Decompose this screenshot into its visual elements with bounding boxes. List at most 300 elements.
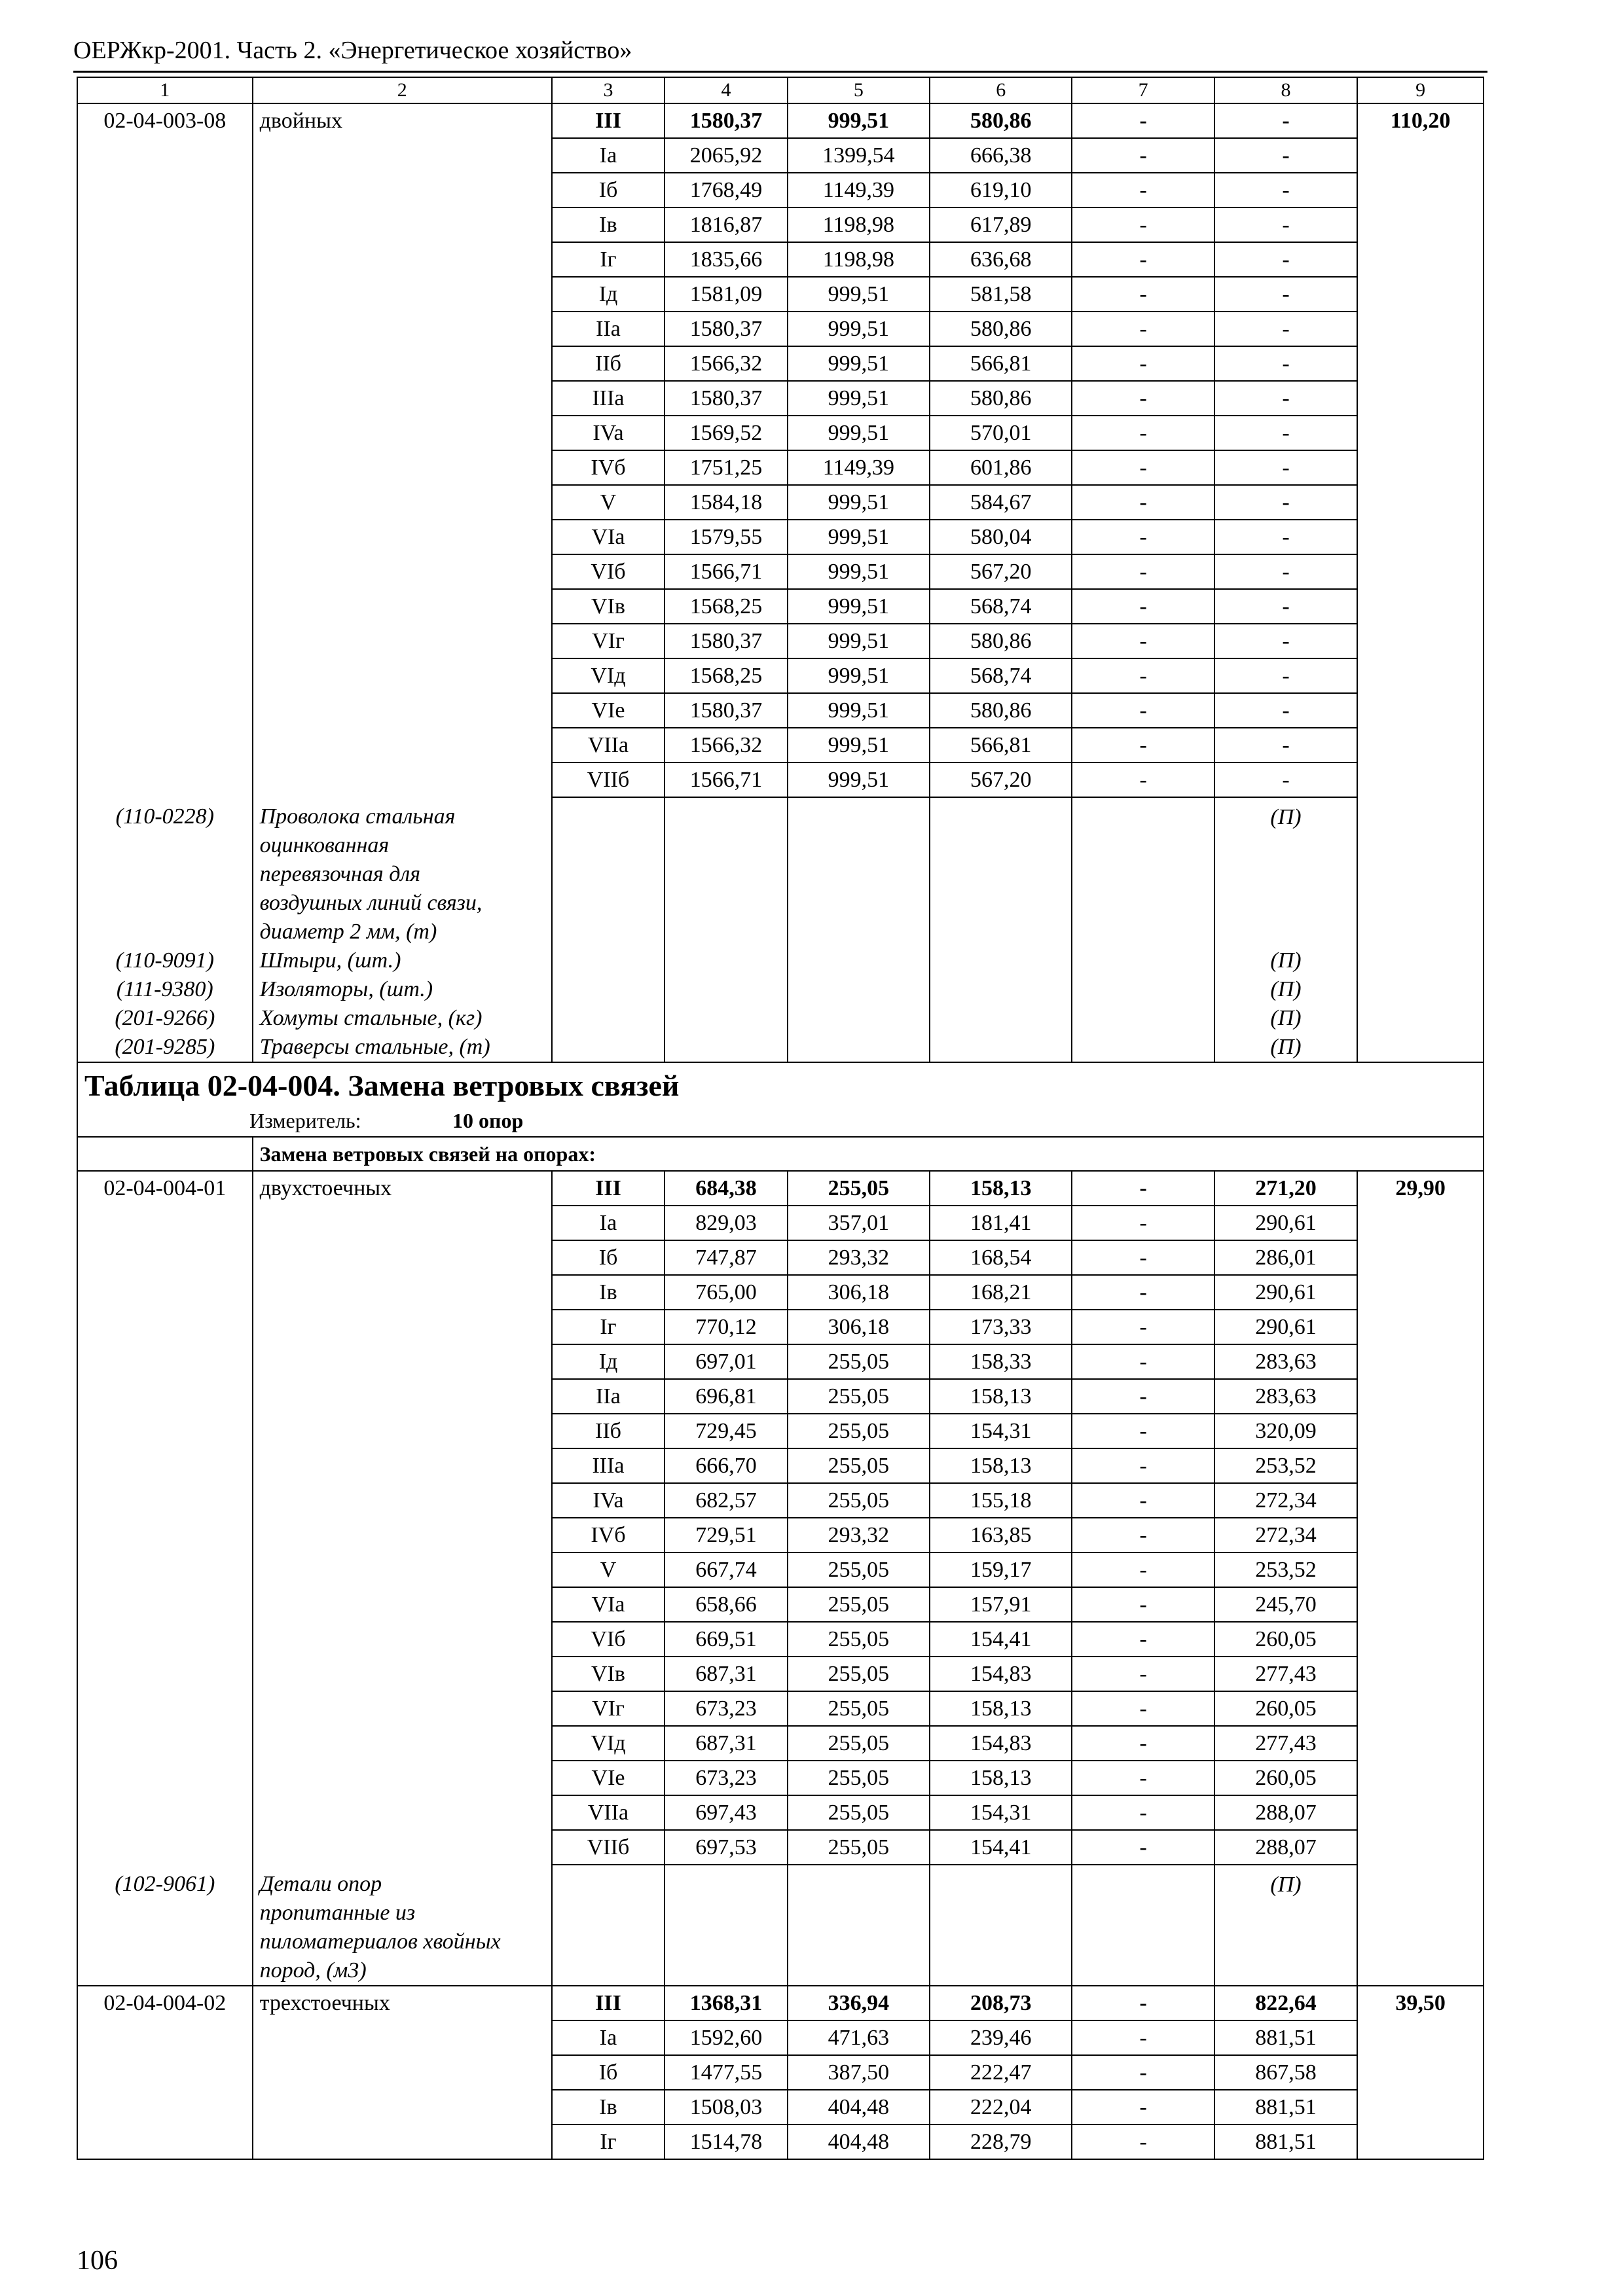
rate-row [77,1795,1484,1830]
subheading-row [77,1137,1484,1171]
resource-code: (111-9380) [77,975,253,1004]
rate-name-cont [253,138,552,173]
wages: 999,51 [788,103,930,138]
direct-cost: 1835,66 [665,242,788,277]
materials-cost: 272,34 [1214,1518,1357,1552]
resource-code: (201-9285) [77,1033,253,1062]
machine-cost: 173,33 [930,1310,1072,1344]
rate-row [77,1552,1484,1587]
rate-name: двойных [253,103,552,138]
zone: VIIa [552,1795,665,1830]
wages: 255,05 [788,1795,930,1830]
materials-cost: - [1214,346,1357,381]
wages: 255,05 [788,1761,930,1795]
rate-code-cont [77,1761,253,1795]
direct-cost: 669,51 [665,1622,788,1657]
meter-label: Измеритель: [249,1109,361,1132]
table-title-row [77,1062,1484,1137]
materials-cost: 867,58 [1214,2055,1357,2090]
zone: VIд [552,658,665,693]
table-title: Таблица 02-04-004. Замена ветровых связей [84,1069,680,1102]
machinist-wages: - [1072,1587,1214,1622]
machinist-wages: - [1072,1726,1214,1761]
rate-code: 02-04-004-01 [77,1171,253,1206]
resource-name [253,946,552,975]
wages: 999,51 [788,312,930,346]
wages: 293,32 [788,1240,930,1275]
machine-cost: 157,91 [930,1587,1072,1622]
resource-name-line: воздушных линий связи, [259,891,483,915]
rate-code-cont [77,277,253,312]
wages: 999,51 [788,381,930,416]
direct-cost: 1580,37 [665,624,788,658]
wages: 404,48 [788,2125,930,2159]
resource-name-line: Изоляторы, (шт.) [259,977,433,1001]
rate-code-cont [77,520,253,554]
resource-empty-cell [930,1033,1072,1062]
machinist-wages: - [1072,2055,1214,2090]
machinist-wages: - [1072,1206,1214,1240]
materials-cost: 290,61 [1214,1206,1357,1240]
rate-name-cont [253,1483,552,1518]
rate-row [77,589,1484,624]
rate-name-cont [253,207,552,242]
machinist-wages: - [1072,277,1214,312]
rate-code-cont [77,2020,253,2055]
rate-code-cont [77,1622,253,1657]
zone: VIIб [552,1830,665,1865]
rate-code-cont [77,1552,253,1587]
rate-name-cont [253,1795,552,1830]
meter-value: 10 опор [452,1109,524,1132]
direct-cost: 1592,60 [665,2020,788,2055]
materials-cost: 290,61 [1214,1310,1357,1344]
wages: 255,05 [788,1448,930,1483]
materials-cost: - [1214,693,1357,728]
zone: III [552,1986,665,2020]
wages: 255,05 [788,1587,930,1622]
machinist-wages: - [1072,1518,1214,1552]
machine-cost: 154,31 [930,1795,1072,1830]
machinist-wages: - [1072,312,1214,346]
rate-row [77,312,1484,346]
machine-cost: 154,83 [930,1726,1072,1761]
materials-cost: 290,61 [1214,1275,1357,1310]
resource-empty-cell [665,797,788,946]
zone: VIa [552,1587,665,1622]
resource-mark: (П) [1214,946,1357,975]
zone: IIIa [552,381,665,416]
labor-cost: 39,50 [1357,1986,1484,2159]
rate-code-cont [77,1830,253,1865]
rate-row [77,381,1484,416]
wages: 999,51 [788,693,930,728]
materials-cost: - [1214,658,1357,693]
rate-name: трехстоечных [253,1986,552,2020]
wages: 255,05 [788,1657,930,1691]
direct-cost: 1816,87 [665,207,788,242]
rate-name-cont [253,1622,552,1657]
resource-empty-cell [552,1865,665,1986]
wages: 255,05 [788,1552,930,1587]
resource-mark: (П) [1214,1865,1357,1986]
rate-row [77,693,1484,728]
rate-row [77,1379,1484,1414]
rate-code-cont [77,1691,253,1726]
rate-name-cont [253,1240,552,1275]
rate-row [77,1657,1484,1691]
direct-cost: 1566,32 [665,346,788,381]
wages: 1198,98 [788,207,930,242]
resource-name-line: Штыри, (шт.) [259,948,401,973]
materials-cost: - [1214,520,1357,554]
machine-cost: 601,86 [930,450,1072,485]
rate-code-cont [77,1657,253,1691]
rate-name-cont [253,624,552,658]
header-rule [73,71,1487,73]
resource-empty-cell [552,946,665,975]
wages: 1399,54 [788,138,930,173]
resource-row [77,946,1484,975]
machinist-wages: - [1072,1344,1214,1379]
wages: 255,05 [788,1622,930,1657]
machine-cost: 181,41 [930,1206,1072,1240]
rate-code-cont [77,346,253,381]
machine-cost: 158,13 [930,1171,1072,1206]
rate-code-cont [77,1414,253,1448]
materials-cost: - [1214,277,1357,312]
rate-name-cont [253,1414,552,1448]
machinist-wages: - [1072,1414,1214,1448]
materials-cost: 260,05 [1214,1691,1357,1726]
rate-row [77,1587,1484,1622]
direct-cost: 829,03 [665,1206,788,1240]
zone: III [552,103,665,138]
direct-cost: 1508,03 [665,2090,788,2125]
column-number: 4 [665,77,788,103]
direct-cost: 666,70 [665,1448,788,1483]
machine-cost: 566,81 [930,728,1072,762]
direct-cost: 1566,71 [665,554,788,589]
materials-cost: - [1214,450,1357,485]
machine-cost: 159,17 [930,1552,1072,1587]
wages: 999,51 [788,728,930,762]
rate-code-cont [77,624,253,658]
rate-code-cont [77,1518,253,1552]
zone: IVб [552,1518,665,1552]
materials-cost: 272,34 [1214,1483,1357,1518]
wages: 1198,98 [788,242,930,277]
resource-empty-cell [788,797,930,946]
rate-name-cont [253,2020,552,2055]
direct-cost: 1580,37 [665,312,788,346]
rate-name-cont [253,2090,552,2125]
rate-name-cont [253,762,552,797]
machine-cost: 208,73 [930,1986,1072,2020]
machinist-wages: - [1072,346,1214,381]
machine-cost: 570,01 [930,416,1072,450]
rate-name-cont [253,589,552,624]
rate-row [77,1726,1484,1761]
zone: Iд [552,1344,665,1379]
zone: IVa [552,416,665,450]
machine-cost: 155,18 [930,1483,1072,1518]
rate-name-cont [253,1587,552,1622]
rate-code-cont [77,1275,253,1310]
rate-name-cont [253,1552,552,1587]
materials-cost: 283,63 [1214,1344,1357,1379]
direct-cost: 1569,52 [665,416,788,450]
machinist-wages: - [1072,173,1214,207]
wages: 1149,39 [788,450,930,485]
column-number: 2 [253,77,552,103]
rate-code: 02-04-004-02 [77,1986,253,2020]
machinist-wages: - [1072,554,1214,589]
meter [249,1110,1483,1136]
resource-empty-cell [788,946,930,975]
rate-code-cont [77,416,253,450]
materials-cost: 881,51 [1214,2020,1357,2055]
machinist-wages: - [1072,520,1214,554]
resource-empty-cell [552,1004,665,1033]
wages: 255,05 [788,1414,930,1448]
machinist-wages: - [1072,1483,1214,1518]
direct-cost: 1580,37 [665,103,788,138]
rate-code-cont [77,138,253,173]
resource-empty-cell [788,1004,930,1033]
wages: 1149,39 [788,173,930,207]
rate-code-cont [77,693,253,728]
rate-code-cont [77,1344,253,1379]
machinist-wages: - [1072,485,1214,520]
zone: Iг [552,2125,665,2159]
machine-cost: 228,79 [930,2125,1072,2159]
rate-name-cont [253,346,552,381]
rate-row [77,1310,1484,1344]
machine-cost: 619,10 [930,173,1072,207]
rate-row [77,1448,1484,1483]
materials-cost: 260,05 [1214,1622,1357,1657]
resource-empty-cell [788,975,930,1004]
zone: V [552,1552,665,1587]
materials-cost: - [1214,173,1357,207]
rate-row [77,207,1484,242]
direct-cost: 682,57 [665,1483,788,1518]
machine-cost: 580,86 [930,103,1072,138]
resource-mark: (П) [1214,975,1357,1004]
resource-empty-cell [665,946,788,975]
machinist-wages: - [1072,138,1214,173]
machine-cost: 154,41 [930,1830,1072,1865]
materials-cost: 271,20 [1214,1171,1357,1206]
machinist-wages: - [1072,1691,1214,1726]
machine-cost: 567,20 [930,762,1072,797]
rate-code-cont [77,1310,253,1344]
direct-cost: 747,87 [665,1240,788,1275]
machinist-wages: - [1072,207,1214,242]
resource-empty-cell [1072,797,1214,946]
machinist-wages: - [1072,1171,1214,1206]
machine-cost: 568,74 [930,589,1072,624]
rate-code-cont [77,1206,253,1240]
rate-row [77,2055,1484,2090]
rate-row [77,450,1484,485]
resource-code: (110-9091) [77,946,253,975]
materials-cost: 277,43 [1214,1726,1357,1761]
wages: 255,05 [788,1344,930,1379]
rate-code: 02-04-003-08 [77,103,253,138]
materials-cost: - [1214,138,1357,173]
machinist-wages: - [1072,1830,1214,1865]
rate-row [77,1171,1484,1206]
direct-cost: 1579,55 [665,520,788,554]
column-number: 5 [788,77,930,103]
rate-row [77,103,1484,138]
zone: Iв [552,1275,665,1310]
labor-cost: 29,90 [1357,1171,1484,1986]
machinist-wages: - [1072,1795,1214,1830]
machinist-wages: - [1072,693,1214,728]
direct-cost: 1580,37 [665,381,788,416]
direct-cost: 1566,32 [665,728,788,762]
materials-cost: - [1214,624,1357,658]
zone: VIб [552,554,665,589]
direct-cost: 684,38 [665,1171,788,1206]
rate-row [77,762,1484,797]
wages: 293,32 [788,1518,930,1552]
rate-code-cont [77,2090,253,2125]
resource-empty-cell [788,1865,930,1986]
direct-cost: 687,31 [665,1726,788,1761]
zone: V [552,485,665,520]
wages: 255,05 [788,1379,930,1414]
direct-cost: 729,51 [665,1518,788,1552]
zone: VIe [552,1761,665,1795]
direct-cost: 765,00 [665,1275,788,1310]
resource-empty-cell [788,1033,930,1062]
rate-name-cont [253,693,552,728]
rate-name-cont [253,1344,552,1379]
machine-cost: 168,54 [930,1240,1072,1275]
rate-row [77,1483,1484,1518]
table-title-cell [77,1062,1484,1137]
machine-cost: 580,86 [930,381,1072,416]
resource-name-line: пиломатериалов хвойных [259,1929,501,1954]
wages: 255,05 [788,1483,930,1518]
machinist-wages: - [1072,1379,1214,1414]
subheading-spacer [77,1137,253,1171]
rate-row [77,1691,1484,1726]
rate-row [77,2090,1484,2125]
rate-row [77,1622,1484,1657]
rate-code-cont [77,1448,253,1483]
direct-cost: 687,31 [665,1657,788,1691]
rate-name-cont [253,381,552,416]
zone: VIe [552,693,665,728]
resource-code: (110-0228) [77,797,253,946]
machinist-wages: - [1072,589,1214,624]
wages: 471,63 [788,2020,930,2055]
zone: Ia [552,138,665,173]
zone: VIд [552,1726,665,1761]
resource-empty-cell [552,975,665,1004]
rate-code-cont [77,2125,253,2159]
resource-empty-cell [665,1033,788,1062]
rate-row [77,277,1484,312]
resource-name-line: пропитанные из [259,1901,416,1925]
zone: Iг [552,242,665,277]
rate-name-cont [253,450,552,485]
rate-code-cont [77,207,253,242]
rate-row [77,485,1484,520]
materials-cost: 260,05 [1214,1761,1357,1795]
rate-row [77,1344,1484,1379]
rate-row [77,624,1484,658]
wages: 387,50 [788,2055,930,2090]
zone: Ia [552,1206,665,1240]
rate-row [77,658,1484,693]
materials-cost: 277,43 [1214,1657,1357,1691]
rate-name-cont [253,2055,552,2090]
resource-name [253,1865,552,1986]
resource-name [253,1004,552,1033]
machine-cost: 568,74 [930,658,1072,693]
rate-name-cont [253,1275,552,1310]
materials-cost: - [1214,762,1357,797]
page-number: 106 [77,2246,118,2276]
rate-name-cont [253,173,552,207]
rate-name-cont [253,1657,552,1691]
machinist-wages: - [1072,1310,1214,1344]
rate-code-cont [77,1587,253,1622]
rate-name: двухстоечных [253,1171,552,1206]
materials-cost: - [1214,312,1357,346]
resource-empty-cell [930,946,1072,975]
resource-name-line: диаметр 2 мм, (т) [259,920,437,944]
materials-cost: 288,07 [1214,1830,1357,1865]
machine-cost: 566,81 [930,346,1072,381]
machinist-wages: - [1072,762,1214,797]
materials-cost: 253,52 [1214,1552,1357,1587]
machine-cost: 222,04 [930,2090,1072,2125]
materials-cost: 286,01 [1214,1240,1357,1275]
column-number: 7 [1072,77,1214,103]
direct-cost: 1768,49 [665,173,788,207]
rate-name-cont [253,485,552,520]
resource-empty-cell [1072,946,1214,975]
wages: 999,51 [788,346,930,381]
zone: Iг [552,1310,665,1344]
rate-code-cont [77,450,253,485]
direct-cost: 1477,55 [665,2055,788,2090]
materials-cost: 288,07 [1214,1795,1357,1830]
resource-row [77,1865,1484,1986]
machinist-wages: - [1072,450,1214,485]
machine-cost: 158,33 [930,1344,1072,1379]
resource-empty-cell [930,797,1072,946]
rate-name-cont [253,277,552,312]
rates-table [77,77,1484,2160]
materials-cost: 320,09 [1214,1414,1357,1448]
machinist-wages: - [1072,1986,1214,2020]
rate-code-cont [77,554,253,589]
machinist-wages: - [1072,1552,1214,1587]
direct-cost: 667,74 [665,1552,788,1587]
resource-row [77,1004,1484,1033]
machinist-wages: - [1072,1761,1214,1795]
direct-cost: 1568,25 [665,658,788,693]
zone: VIг [552,624,665,658]
